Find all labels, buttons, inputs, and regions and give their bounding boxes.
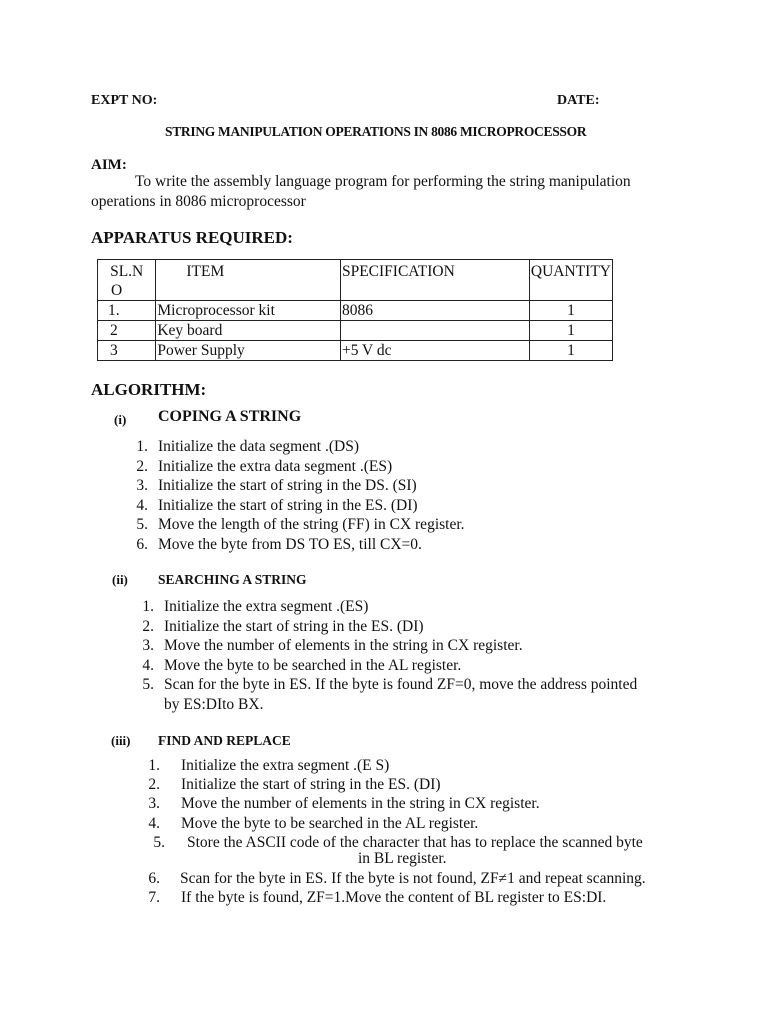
section-numeral-1: (i) xyxy=(114,412,127,427)
step-number: 3. xyxy=(136,477,148,494)
list-item-continuation xyxy=(128,851,646,867)
algorithm-heading: ALGORITHM: xyxy=(91,380,207,399)
step-text: Initialize the extra segment .(ES) xyxy=(164,598,369,615)
table-cell-spec: +5 V dc xyxy=(340,341,529,361)
list-item xyxy=(128,814,646,833)
list-item-continuation xyxy=(126,695,637,715)
list-item xyxy=(120,476,465,496)
step-number: 7. xyxy=(148,889,160,906)
aim-heading: AIM: xyxy=(91,157,127,173)
step-text-continuation: in BL register. xyxy=(358,850,447,867)
section-numeral-3: (iii) xyxy=(111,733,131,748)
list-item xyxy=(128,756,646,775)
section-title-2: SEARCHING A STRING xyxy=(158,572,307,587)
step-text: If the byte is found, ZF=1.Move the content of BL register to ES:DI. xyxy=(181,889,607,906)
expt-no-label: EXPT NO: xyxy=(91,93,158,108)
column-header-slno xyxy=(98,260,156,301)
table-cell-qty: 1 xyxy=(529,341,612,361)
section-1-steps xyxy=(120,437,465,554)
table-cell-qty: 1 xyxy=(529,321,612,341)
step-number: 1. xyxy=(142,598,154,615)
step-text: Initialize the start of string in the ES. (DI) xyxy=(181,776,441,793)
step-number: 4. xyxy=(136,496,148,514)
table-cell-spec xyxy=(340,321,529,341)
table-cell-qty: 1 xyxy=(529,301,612,321)
step-text: Initialize the data segment .(DS) xyxy=(158,438,360,455)
table-cell-item: Microprocessor kit xyxy=(156,301,341,321)
apparatus-heading: APPARATUS REQUIRED: xyxy=(91,228,293,247)
step-text: Initialize the start of string in the ES. (DI) xyxy=(158,496,418,514)
column-header-quantity: QUANTITY xyxy=(529,260,612,301)
column-header-slno-part2: O xyxy=(111,282,123,299)
table-header-row xyxy=(98,260,613,301)
list-item xyxy=(126,617,637,637)
section-numeral-2: (ii) xyxy=(112,572,128,587)
step-number: 1. xyxy=(148,757,160,774)
step-text: Scan for the byte in ES. If the byte is found ZF=0, move the address pointed xyxy=(164,676,638,693)
step-text: Move the length of the string (FF) in CX register. xyxy=(158,516,465,533)
column-header-slno-part1: SL.N xyxy=(110,263,144,280)
table-row xyxy=(98,321,613,341)
step-text: Initialize the start of string in the DS. (SI) xyxy=(158,477,417,494)
step-text: Initialize the extra segment .(E S) xyxy=(181,757,390,774)
step-text: Move the byte to be searched in the AL register. xyxy=(181,815,479,832)
list-item xyxy=(120,515,465,535)
list-item xyxy=(128,888,646,907)
step-number: 6. xyxy=(148,870,160,887)
date-label: DATE: xyxy=(557,93,600,108)
column-header-specification: SPECIFICATION xyxy=(340,260,529,301)
apparatus-table xyxy=(97,259,613,361)
step-number: 2. xyxy=(136,457,148,475)
list-item xyxy=(126,597,637,617)
step-text: Move the number of elements in the string in CX register. xyxy=(164,637,523,654)
step-number: 5. xyxy=(153,834,165,851)
list-item xyxy=(120,496,465,516)
step-number: 3. xyxy=(148,795,160,812)
list-item xyxy=(120,437,465,457)
step-text: Store the ASCII code of the character that has to replace the scanned byte xyxy=(187,834,643,851)
step-text: Scan for the byte in ES. If the byte is not found, ZF≠1 and repeat scanning. xyxy=(180,870,646,887)
aim-line-1: To write the assembly language program for performing the string manipulation xyxy=(135,173,631,190)
table-row xyxy=(98,341,613,361)
step-number: 5. xyxy=(136,516,148,533)
step-text: Move the byte from DS TO ES, till CX=0. xyxy=(158,535,422,553)
section-3-steps xyxy=(128,756,646,907)
column-header-item: ITEM xyxy=(156,260,341,301)
document-title: STRING MANIPULATION OPERATIONS IN 8086 MICROPROCESSOR xyxy=(165,124,587,139)
step-number: 4. xyxy=(142,656,154,674)
section-title-3: FIND AND REPLACE xyxy=(158,733,291,748)
step-number: 2. xyxy=(142,617,154,635)
step-text: Initialize the start of string in the ES. (DI) xyxy=(164,617,424,635)
list-item xyxy=(128,775,646,794)
step-text-continuation: by ES:DIto BX. xyxy=(164,695,264,713)
step-number: 4. xyxy=(148,815,160,832)
list-item xyxy=(120,457,465,477)
step-number: 3. xyxy=(142,637,154,654)
table-cell-item: Key board xyxy=(156,321,341,341)
step-number: 2. xyxy=(148,776,160,793)
step-text: Move the number of elements in the string in CX register. xyxy=(181,795,540,812)
list-item xyxy=(128,794,646,813)
list-item xyxy=(126,656,637,676)
step-number: 6. xyxy=(136,535,148,553)
list-item xyxy=(126,675,637,695)
list-item xyxy=(120,535,465,555)
section-2-steps xyxy=(126,597,637,714)
table-cell-item: Power Supply xyxy=(156,341,341,361)
step-number: 1. xyxy=(136,438,148,455)
list-item xyxy=(126,636,637,656)
list-item xyxy=(128,869,646,888)
list-item xyxy=(128,835,646,851)
section-title-1: COPING A STRING xyxy=(158,408,302,425)
aim-line-2: operations in 8086 microprocessor xyxy=(91,193,306,210)
table-cell-sl: 1. xyxy=(98,301,156,321)
table-row xyxy=(98,301,613,321)
table-cell-spec: 8086 xyxy=(340,301,529,321)
table-cell-sl: 3 xyxy=(98,341,156,361)
step-text: Initialize the extra data segment .(ES) xyxy=(158,457,393,475)
step-text: Move the byte to be searched in the AL register. xyxy=(164,656,462,674)
step-number: 5. xyxy=(142,676,154,693)
table-cell-sl: 2 xyxy=(98,321,156,341)
